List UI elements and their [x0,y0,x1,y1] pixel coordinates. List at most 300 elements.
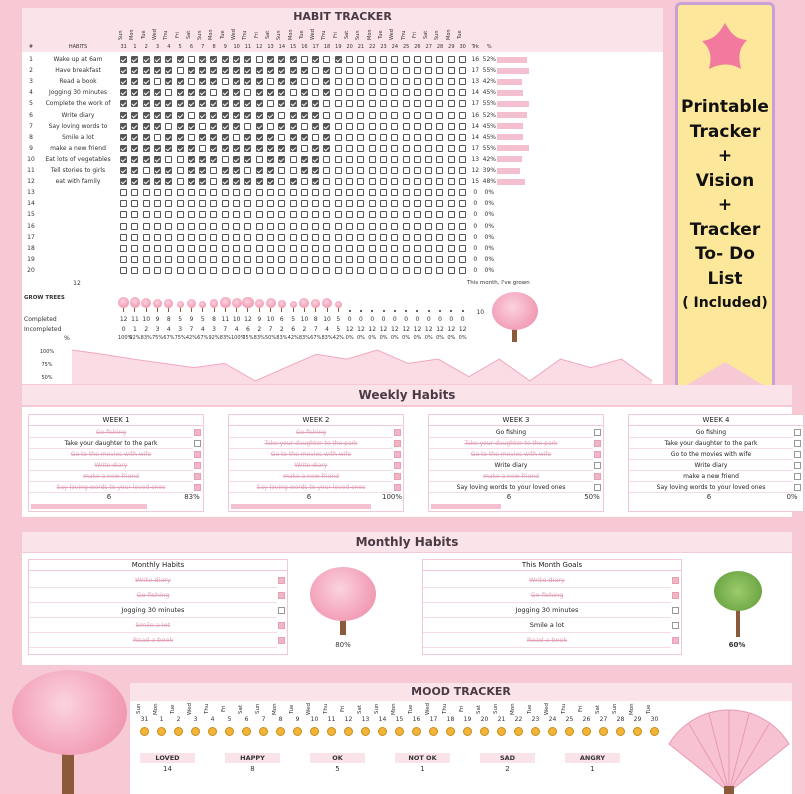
habit-checkbox[interactable] [380,167,387,174]
habit-checkbox[interactable] [267,234,274,241]
habit-checkbox[interactable] [120,100,127,107]
week-item-checkbox[interactable] [194,440,201,447]
habit-checkbox[interactable] [448,123,455,130]
habit-checkbox[interactable] [131,267,138,274]
mood-face-icon[interactable] [582,727,591,736]
habit-checkbox[interactable] [244,100,251,107]
habit-checkbox[interactable] [256,134,263,141]
habit-checkbox[interactable] [448,223,455,230]
habit-checkbox[interactable] [290,134,297,141]
habit-checkbox[interactable] [369,156,376,163]
habit-checkbox[interactable] [278,145,285,152]
week-item-checkbox[interactable] [794,451,801,458]
habit-checkbox[interactable] [357,178,364,185]
habit-checkbox[interactable] [233,189,240,196]
habit-checkbox[interactable] [278,134,285,141]
habit-checkbox[interactable] [244,112,251,119]
monthly-habits-checkbox[interactable] [278,577,285,584]
habit-checkbox[interactable] [380,145,387,152]
habit-checkbox[interactable] [154,89,161,96]
habit-checkbox[interactable] [380,112,387,119]
habit-checkbox[interactable] [210,178,217,185]
habit-checkbox[interactable] [165,145,172,152]
habit-checkbox[interactable] [177,167,184,174]
habit-checkbox[interactable] [188,200,195,207]
habit-checkbox[interactable] [459,200,466,207]
habit-checkbox[interactable] [323,178,330,185]
habit-checkbox[interactable] [143,56,150,63]
habit-checkbox[interactable] [154,256,161,263]
habit-checkbox[interactable] [154,211,161,218]
habit-checkbox[interactable] [199,123,206,130]
habit-checkbox[interactable] [357,100,364,107]
habit-checkbox[interactable] [448,145,455,152]
habit-checkbox[interactable] [278,156,285,163]
habit-checkbox[interactable] [233,67,240,74]
habit-checkbox[interactable] [414,211,421,218]
habit-checkbox[interactable] [120,234,127,241]
habit-checkbox[interactable] [335,100,342,107]
habit-checkbox[interactable] [346,78,353,85]
habit-checkbox[interactable] [267,100,274,107]
habit-checkbox[interactable] [290,256,297,263]
habit-checkbox[interactable] [425,100,432,107]
habit-checkbox[interactable] [233,78,240,85]
habit-checkbox[interactable] [210,123,217,130]
habit-checkbox[interactable] [459,234,466,241]
habit-checkbox[interactable] [391,189,398,196]
habit-checkbox[interactable] [199,245,206,252]
habit-checkbox[interactable] [436,256,443,263]
habit-checkbox[interactable] [357,234,364,241]
habit-checkbox[interactable] [199,67,206,74]
habit-checkbox[interactable] [131,56,138,63]
habit-checkbox[interactable] [301,267,308,274]
habit-checkbox[interactable] [233,200,240,207]
habit-checkbox[interactable] [199,256,206,263]
habit-checkbox[interactable] [233,178,240,185]
habit-checkbox[interactable] [290,67,297,74]
habit-checkbox[interactable] [425,223,432,230]
habit-checkbox[interactable] [233,112,240,119]
habit-checkbox[interactable] [448,112,455,119]
habit-checkbox[interactable] [391,267,398,274]
habit-checkbox[interactable] [312,134,319,141]
habit-checkbox[interactable] [459,67,466,74]
habit-checkbox[interactable] [380,67,387,74]
habit-checkbox[interactable] [244,134,251,141]
habit-checkbox[interactable] [391,89,398,96]
habit-checkbox[interactable] [222,223,229,230]
habit-checkbox[interactable] [346,234,353,241]
habit-checkbox[interactable] [222,100,229,107]
habit-checkbox[interactable] [188,267,195,274]
habit-checkbox[interactable] [301,67,308,74]
habit-checkbox[interactable] [165,123,172,130]
habit-checkbox[interactable] [154,234,161,241]
habit-checkbox[interactable] [425,156,432,163]
habit-checkbox[interactable] [346,267,353,274]
habit-checkbox[interactable] [346,245,353,252]
habit-checkbox[interactable] [244,123,251,130]
habit-checkbox[interactable] [188,189,195,196]
week-item-checkbox[interactable] [194,462,201,469]
habit-checkbox[interactable] [154,134,161,141]
habit-checkbox[interactable] [143,123,150,130]
habit-checkbox[interactable] [346,200,353,207]
habit-checkbox[interactable] [323,211,330,218]
habit-checkbox[interactable] [199,167,206,174]
habit-checkbox[interactable] [357,156,364,163]
habit-checkbox[interactable] [323,67,330,74]
habit-checkbox[interactable] [177,78,184,85]
habit-checkbox[interactable] [131,167,138,174]
habit-checkbox[interactable] [278,78,285,85]
habit-checkbox[interactable] [436,67,443,74]
habit-checkbox[interactable] [414,89,421,96]
habit-checkbox[interactable] [222,256,229,263]
mood-face-icon[interactable] [174,727,183,736]
habit-checkbox[interactable] [120,89,127,96]
habit-checkbox[interactable] [425,189,432,196]
habit-checkbox[interactable] [436,78,443,85]
habit-checkbox[interactable] [210,223,217,230]
habit-checkbox[interactable] [459,134,466,141]
habit-checkbox[interactable] [346,156,353,163]
habit-checkbox[interactable] [448,56,455,63]
habit-checkbox[interactable] [177,145,184,152]
habit-checkbox[interactable] [267,134,274,141]
habit-checkbox[interactable] [131,245,138,252]
habit-checkbox[interactable] [323,123,330,130]
habit-checkbox[interactable] [244,267,251,274]
habit-checkbox[interactable] [403,223,410,230]
habit-checkbox[interactable] [459,223,466,230]
habit-checkbox[interactable] [188,156,195,163]
habit-checkbox[interactable] [391,112,398,119]
habit-checkbox[interactable] [290,56,297,63]
habit-checkbox[interactable] [323,100,330,107]
habit-checkbox[interactable] [403,245,410,252]
mood-face-icon[interactable] [259,727,268,736]
habit-checkbox[interactable] [448,156,455,163]
habit-checkbox[interactable] [425,267,432,274]
habit-checkbox[interactable] [143,145,150,152]
habit-checkbox[interactable] [380,178,387,185]
habit-checkbox[interactable] [199,267,206,274]
habit-checkbox[interactable] [222,167,229,174]
habit-checkbox[interactable] [256,78,263,85]
habit-checkbox[interactable] [403,178,410,185]
habit-checkbox[interactable] [199,189,206,196]
habit-checkbox[interactable] [199,112,206,119]
habit-checkbox[interactable] [131,200,138,207]
habit-checkbox[interactable] [335,123,342,130]
habit-checkbox[interactable] [165,89,172,96]
habit-checkbox[interactable] [244,200,251,207]
habit-checkbox[interactable] [391,211,398,218]
habit-checkbox[interactable] [369,178,376,185]
habit-checkbox[interactable] [188,100,195,107]
habit-checkbox[interactable] [459,112,466,119]
habit-checkbox[interactable] [256,112,263,119]
week-item-checkbox[interactable] [194,473,201,480]
habit-checkbox[interactable] [369,134,376,141]
habit-checkbox[interactable] [391,245,398,252]
mood-face-icon[interactable] [650,727,659,736]
habit-checkbox[interactable] [120,200,127,207]
habit-checkbox[interactable] [120,189,127,196]
habit-checkbox[interactable] [391,178,398,185]
mood-face-icon[interactable] [412,727,421,736]
habit-checkbox[interactable] [154,267,161,274]
habit-checkbox[interactable] [222,78,229,85]
habit-checkbox[interactable] [403,167,410,174]
habit-checkbox[interactable] [357,78,364,85]
habit-checkbox[interactable] [131,134,138,141]
habit-checkbox[interactable] [120,123,127,130]
mood-face-icon[interactable] [140,727,149,736]
habit-checkbox[interactable] [244,67,251,74]
habit-checkbox[interactable] [357,211,364,218]
habit-checkbox[interactable] [177,123,184,130]
habit-checkbox[interactable] [199,156,206,163]
habit-checkbox[interactable] [403,256,410,263]
habit-checkbox[interactable] [143,167,150,174]
habit-checkbox[interactable] [233,89,240,96]
habit-checkbox[interactable] [323,200,330,207]
habit-checkbox[interactable] [267,267,274,274]
habit-checkbox[interactable] [312,256,319,263]
habit-checkbox[interactable] [369,211,376,218]
habit-checkbox[interactable] [278,256,285,263]
week-item-checkbox[interactable] [794,429,801,436]
habit-checkbox[interactable] [346,178,353,185]
habit-checkbox[interactable] [414,223,421,230]
week-item-checkbox[interactable] [394,451,401,458]
habit-checkbox[interactable] [425,56,432,63]
habit-checkbox[interactable] [233,256,240,263]
habit-checkbox[interactable] [222,200,229,207]
habit-checkbox[interactable] [233,134,240,141]
habit-checkbox[interactable] [369,67,376,74]
habit-checkbox[interactable] [380,89,387,96]
habit-checkbox[interactable] [131,123,138,130]
habit-checkbox[interactable] [335,245,342,252]
habit-checkbox[interactable] [233,56,240,63]
habit-checkbox[interactable] [120,56,127,63]
habit-checkbox[interactable] [267,211,274,218]
week-item-checkbox[interactable] [594,462,601,469]
habit-checkbox[interactable] [323,189,330,196]
week-item-checkbox[interactable] [394,473,401,480]
habit-checkbox[interactable] [448,189,455,196]
mood-face-icon[interactable] [395,727,404,736]
habit-checkbox[interactable] [177,200,184,207]
habit-checkbox[interactable] [425,134,432,141]
habit-checkbox[interactable] [131,100,138,107]
habit-checkbox[interactable] [267,189,274,196]
habit-checkbox[interactable] [290,89,297,96]
habit-checkbox[interactable] [290,200,297,207]
habit-checkbox[interactable] [165,256,172,263]
habit-checkbox[interactable] [199,223,206,230]
habit-checkbox[interactable] [278,67,285,74]
habit-checkbox[interactable] [154,200,161,207]
habit-checkbox[interactable] [120,245,127,252]
habit-checkbox[interactable] [177,256,184,263]
habit-checkbox[interactable] [403,56,410,63]
habit-checkbox[interactable] [335,67,342,74]
habit-checkbox[interactable] [380,189,387,196]
habit-checkbox[interactable] [267,89,274,96]
habit-checkbox[interactable] [301,134,308,141]
habit-checkbox[interactable] [165,223,172,230]
habit-checkbox[interactable] [177,223,184,230]
habit-checkbox[interactable] [131,78,138,85]
habit-checkbox[interactable] [346,134,353,141]
habit-checkbox[interactable] [357,56,364,63]
habit-checkbox[interactable] [290,211,297,218]
habit-checkbox[interactable] [256,56,263,63]
habit-checkbox[interactable] [323,134,330,141]
habit-checkbox[interactable] [154,223,161,230]
habit-checkbox[interactable] [403,156,410,163]
habit-checkbox[interactable] [448,256,455,263]
habit-checkbox[interactable] [244,178,251,185]
week-item-checkbox[interactable] [594,440,601,447]
habit-checkbox[interactable] [346,112,353,119]
habit-checkbox[interactable] [380,134,387,141]
habit-checkbox[interactable] [414,189,421,196]
habit-checkbox[interactable] [312,56,319,63]
habit-checkbox[interactable] [120,178,127,185]
habit-checkbox[interactable] [335,189,342,196]
habit-checkbox[interactable] [403,100,410,107]
habit-checkbox[interactable] [256,167,263,174]
habit-checkbox[interactable] [459,167,466,174]
habit-checkbox[interactable] [290,123,297,130]
habit-checkbox[interactable] [323,167,330,174]
habit-checkbox[interactable] [267,112,274,119]
habit-checkbox[interactable] [278,178,285,185]
mood-face-icon[interactable] [361,727,370,736]
habit-checkbox[interactable] [369,234,376,241]
habit-checkbox[interactable] [165,211,172,218]
habit-checkbox[interactable] [448,89,455,96]
habit-checkbox[interactable] [436,145,443,152]
habit-checkbox[interactable] [357,123,364,130]
habit-checkbox[interactable] [188,245,195,252]
habit-checkbox[interactable] [448,200,455,207]
habit-checkbox[interactable] [256,200,263,207]
habit-checkbox[interactable] [312,123,319,130]
habit-checkbox[interactable] [312,145,319,152]
habit-checkbox[interactable] [301,200,308,207]
habit-checkbox[interactable] [425,145,432,152]
habit-checkbox[interactable] [233,156,240,163]
habit-checkbox[interactable] [177,211,184,218]
habit-checkbox[interactable] [278,167,285,174]
habit-checkbox[interactable] [165,56,172,63]
habit-checkbox[interactable] [290,112,297,119]
habit-checkbox[interactable] [210,167,217,174]
habit-checkbox[interactable] [301,245,308,252]
habit-checkbox[interactable] [312,189,319,196]
mood-face-icon[interactable] [225,727,234,736]
habit-checkbox[interactable] [267,78,274,85]
habit-checkbox[interactable] [188,56,195,63]
habit-checkbox[interactable] [436,89,443,96]
habit-checkbox[interactable] [210,234,217,241]
habit-checkbox[interactable] [357,200,364,207]
habit-checkbox[interactable] [391,145,398,152]
habit-checkbox[interactable] [267,245,274,252]
habit-checkbox[interactable] [199,234,206,241]
month-goals-checkbox[interactable] [672,592,679,599]
habit-checkbox[interactable] [143,134,150,141]
habit-checkbox[interactable] [244,156,251,163]
habit-checkbox[interactable] [335,89,342,96]
habit-checkbox[interactable] [425,200,432,207]
habit-checkbox[interactable] [165,167,172,174]
habit-checkbox[interactable] [256,245,263,252]
habit-checkbox[interactable] [335,145,342,152]
habit-checkbox[interactable] [414,134,421,141]
habit-checkbox[interactable] [436,167,443,174]
habit-checkbox[interactable] [278,211,285,218]
habit-checkbox[interactable] [414,267,421,274]
mood-face-icon[interactable] [480,727,489,736]
habit-checkbox[interactable] [459,145,466,152]
habit-checkbox[interactable] [425,256,432,263]
week-item-checkbox[interactable] [394,484,401,491]
habit-checkbox[interactable] [312,100,319,107]
habit-checkbox[interactable] [188,256,195,263]
habit-checkbox[interactable] [357,223,364,230]
habit-checkbox[interactable] [256,67,263,74]
habit-checkbox[interactable] [335,211,342,218]
habit-checkbox[interactable] [256,89,263,96]
habit-checkbox[interactable] [369,245,376,252]
habit-checkbox[interactable] [425,112,432,119]
mood-face-icon[interactable] [599,727,608,736]
habit-checkbox[interactable] [380,256,387,263]
habit-checkbox[interactable] [165,178,172,185]
habit-checkbox[interactable] [323,267,330,274]
habit-checkbox[interactable] [177,189,184,196]
habit-checkbox[interactable] [301,156,308,163]
habit-checkbox[interactable] [357,256,364,263]
habit-checkbox[interactable] [165,78,172,85]
habit-checkbox[interactable] [222,112,229,119]
habit-checkbox[interactable] [188,234,195,241]
habit-checkbox[interactable] [165,245,172,252]
habit-checkbox[interactable] [278,234,285,241]
habit-checkbox[interactable] [154,156,161,163]
habit-checkbox[interactable] [256,211,263,218]
habit-checkbox[interactable] [131,189,138,196]
mood-face-icon[interactable] [344,727,353,736]
habit-checkbox[interactable] [154,245,161,252]
habit-checkbox[interactable] [425,89,432,96]
habit-checkbox[interactable] [369,89,376,96]
habit-checkbox[interactable] [448,100,455,107]
habit-checkbox[interactable] [210,100,217,107]
habit-checkbox[interactable] [403,123,410,130]
mood-face-icon[interactable] [310,727,319,736]
habit-checkbox[interactable] [369,189,376,196]
